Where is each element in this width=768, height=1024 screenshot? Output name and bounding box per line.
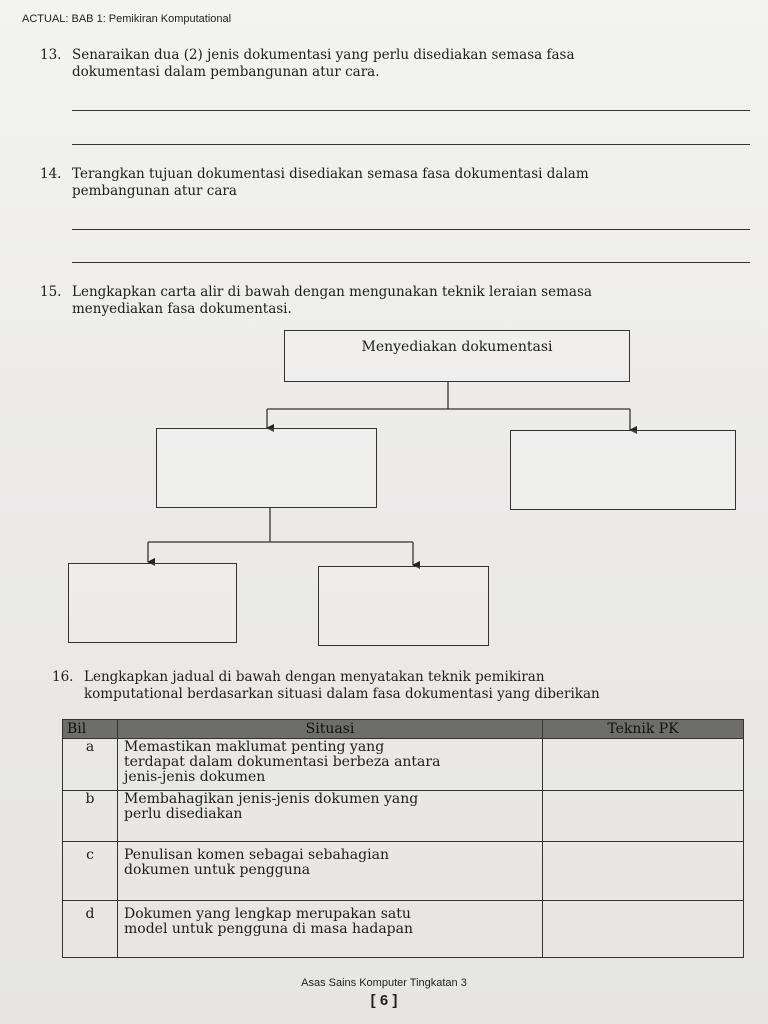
table-row (63, 791, 744, 842)
row-a-bil: a (63, 739, 118, 791)
row-a-situasi-line: terdapat dalam dokumentasi berbeza antara (124, 754, 441, 770)
flowchart-box-level3-right[interactable] (318, 566, 489, 646)
row-d-bil: d (63, 901, 118, 958)
flowchart-root-box (284, 330, 630, 382)
row-b-situasi-line: Membahagikan jenis-jenis dokumen yang (124, 791, 419, 807)
question-14-line-1: Terangkan tujuan dokumentasi disediakan semasa fasa dokumentasi dalam (72, 166, 589, 182)
footer-text: Asas Sains Komputer Tingkatan 3 (301, 977, 467, 989)
row-a-situasi (118, 739, 543, 791)
row-a-teknik-answer[interactable] (543, 739, 744, 791)
table-row (63, 739, 744, 791)
row-c-situasi-line: dokumen untuk pengguna (124, 862, 311, 878)
row-c-teknik-answer[interactable] (543, 842, 744, 901)
table-row (63, 901, 744, 958)
row-d-situasi (118, 901, 543, 958)
question-15-line-2: menyediakan fasa dokumentasi. (72, 301, 292, 317)
question-16 (52, 669, 764, 705)
question-15-number: 15. (40, 284, 62, 300)
page-header: ACTUAL: BAB 1: Pemikiran Komputational (22, 13, 232, 25)
flowchart-root-label: Menyediakan dokumentasi (361, 339, 553, 355)
question-13-number: 13. (40, 47, 62, 63)
flowchart-box-level3-left[interactable] (68, 563, 237, 643)
table-header-row (63, 720, 744, 739)
row-b-bil: b (63, 791, 118, 842)
row-c-situasi-line: Penulisan komen sebagai sebahagian (124, 847, 389, 863)
table-row (63, 842, 744, 901)
question-13-line-2: dokumentasi dalam pembangunan atur cara. (72, 64, 380, 80)
row-c-situasi (118, 842, 543, 901)
row-d-situasi-line: Dokumen yang lengkap merupakan satu (124, 906, 411, 922)
situation-table (62, 719, 744, 958)
question-13-line-1: Senaraikan dua (2) jenis dokumentasi yang perlu disediakan semasa fasa (72, 47, 575, 63)
header-situasi: Situasi (118, 720, 543, 739)
row-d-situasi-line: model untuk pengguna di masa hadapan (124, 921, 413, 937)
header-bil: Bil (63, 720, 118, 739)
row-b-situasi (118, 791, 543, 842)
question-15-line-1: Lengkapkan carta alir di bawah dengan mengunakan teknik leraian semasa (72, 284, 592, 300)
page-number: [ 6 ] (370, 992, 398, 1009)
flowchart-box-level2-right[interactable] (510, 430, 736, 510)
question-14-number: 14. (40, 166, 62, 182)
header-teknik-pk: Teknik PK (543, 720, 744, 739)
question-14-line-2: pembangunan atur cara (72, 183, 237, 199)
question-16-number: 16. (52, 669, 74, 685)
question-16-line-1: Lengkapkan jadual di bawah dengan menyatakan teknik pemikiran (84, 669, 545, 685)
flowchart-box-level2-left[interactable] (156, 428, 377, 508)
row-c-bil: c (63, 842, 118, 901)
row-a-situasi-line: jenis-jenis dokumen (124, 769, 266, 785)
row-b-teknik-answer[interactable] (543, 791, 744, 842)
row-a-situasi-line: Memastikan maklumat penting yang (124, 739, 385, 755)
question-16-line-2: komputational berdasarkan situasi dalam fasa dokumentasi yang diberikan (84, 686, 600, 702)
row-b-situasi-line: perlu disediakan (124, 806, 243, 822)
row-d-teknik-answer[interactable] (543, 901, 744, 958)
